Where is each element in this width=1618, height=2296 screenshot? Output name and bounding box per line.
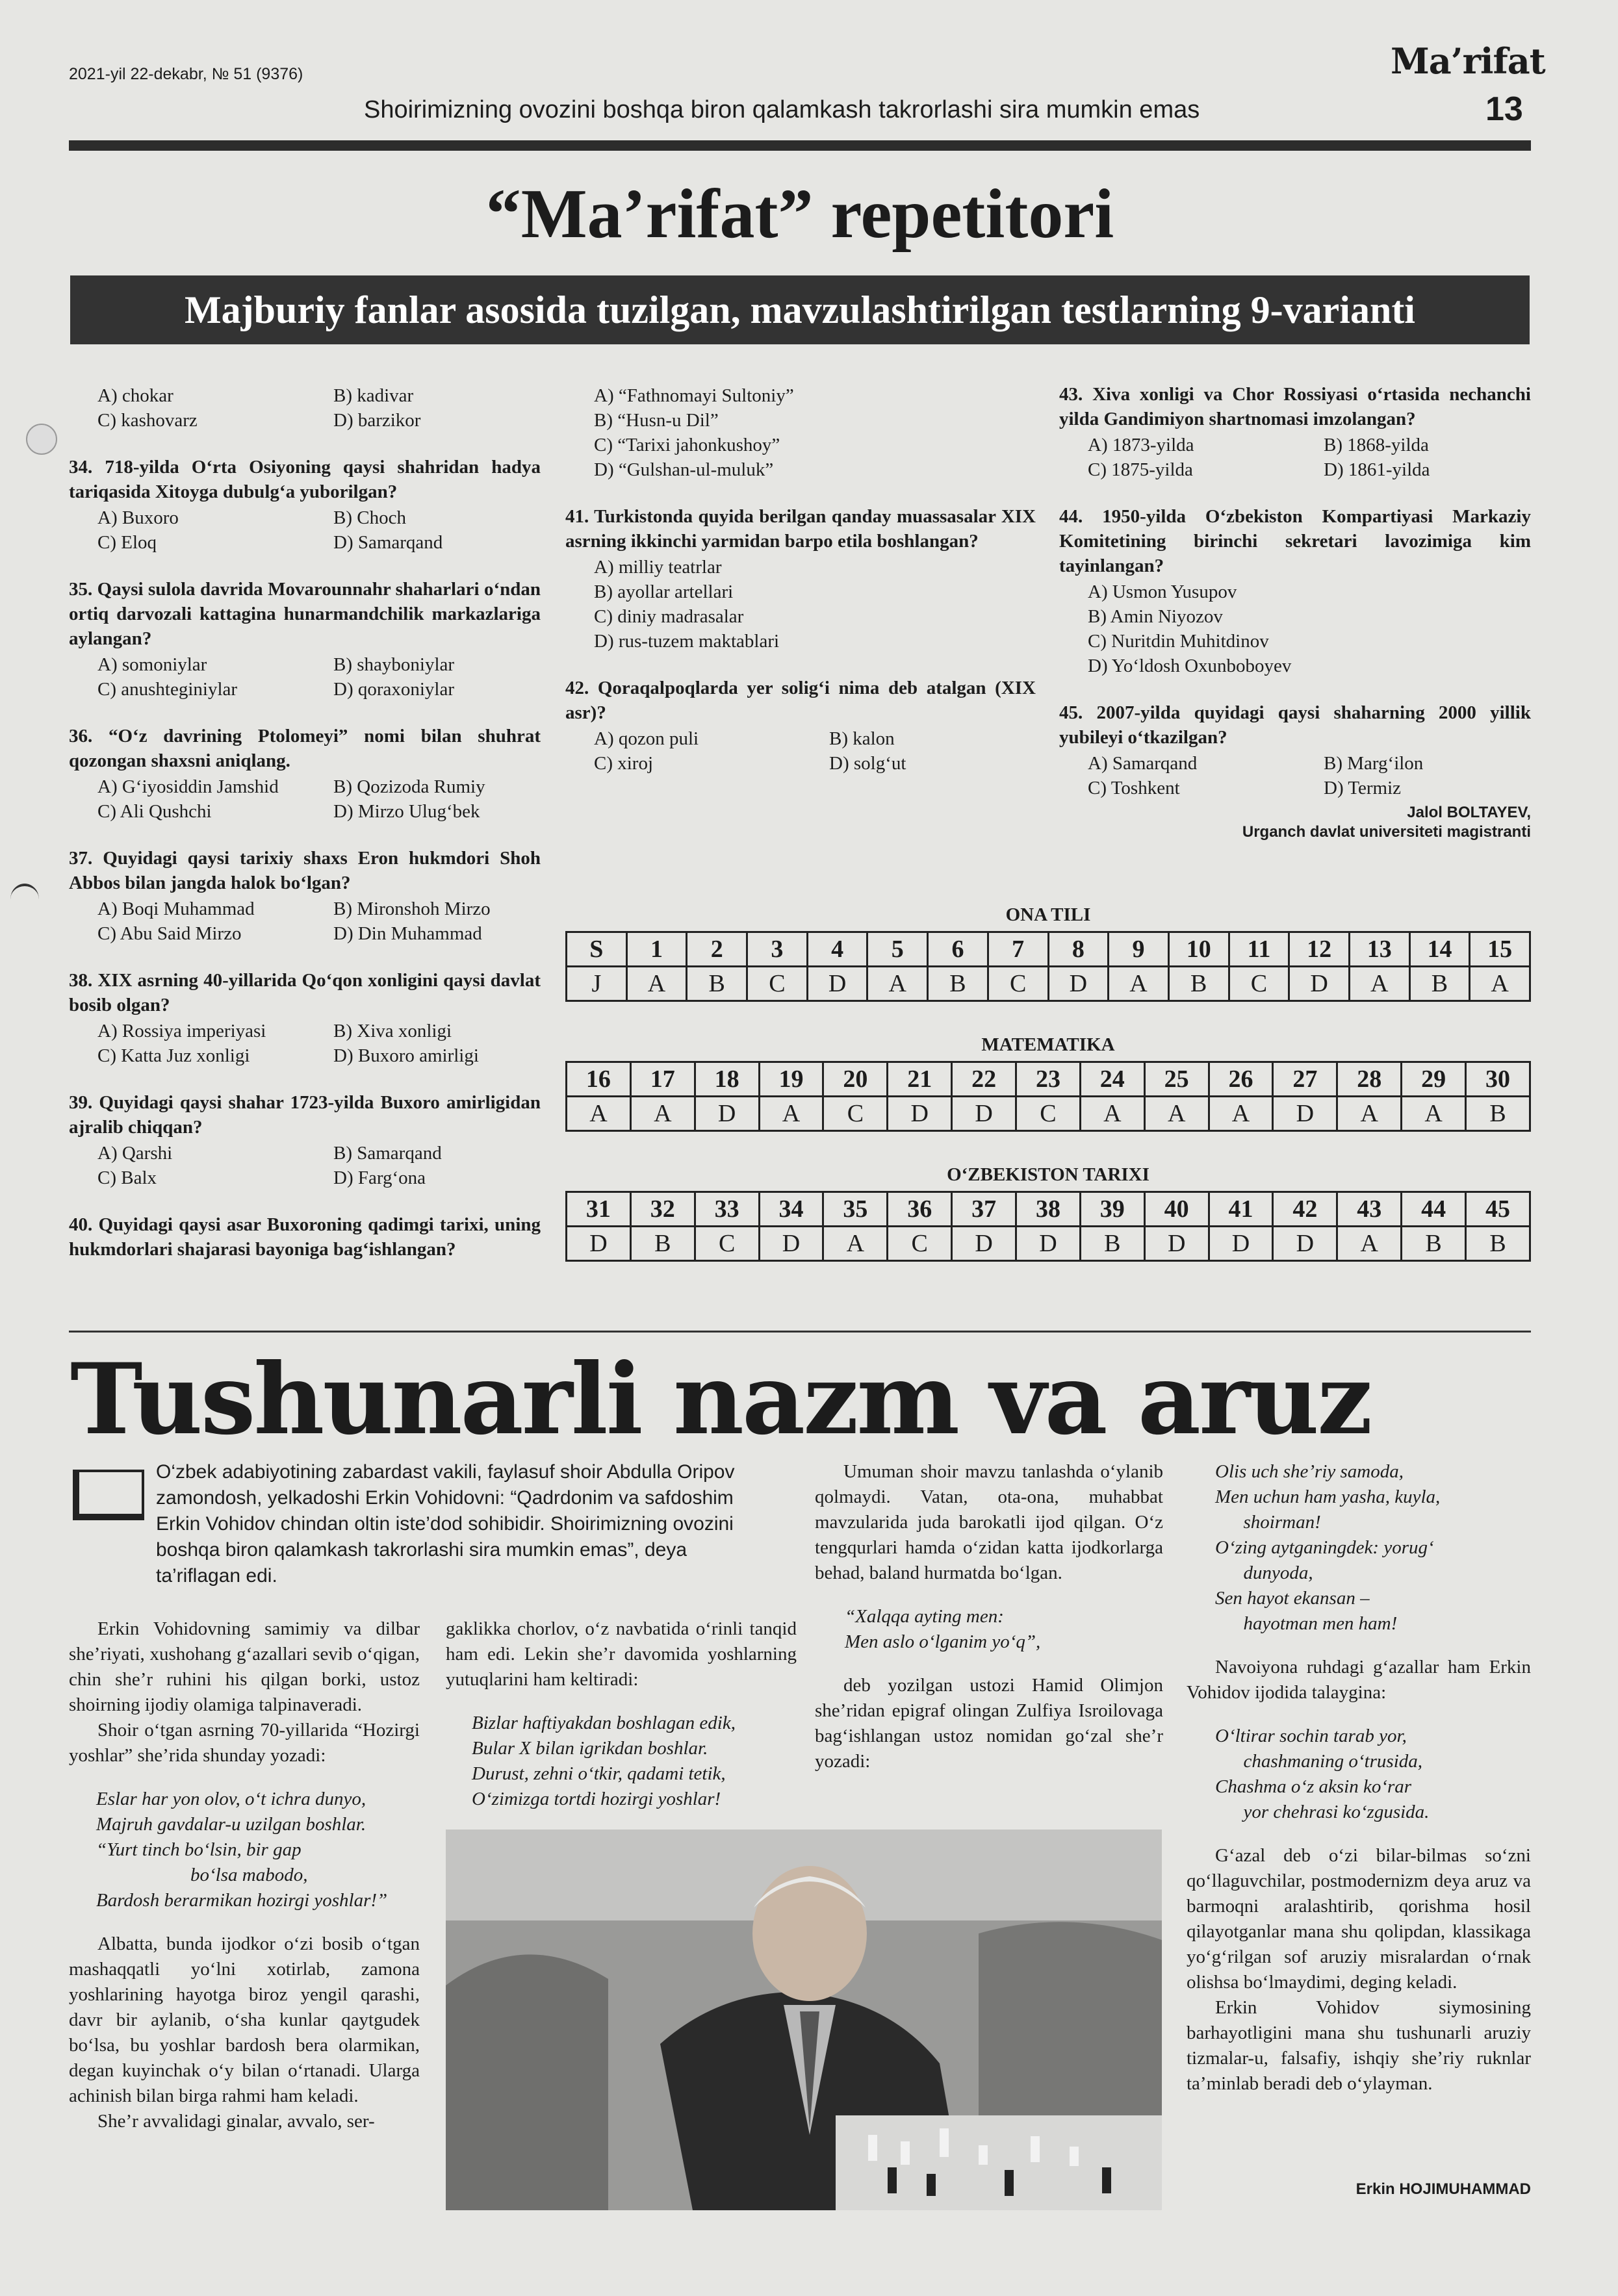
answer-number-cell: 28 xyxy=(1337,1062,1402,1097)
option: A) Usmon Yusupov xyxy=(1088,581,1237,602)
option: D) Mirzo Ulug‘bek xyxy=(333,801,480,822)
quiz-column-1 xyxy=(69,382,541,1284)
answer-table-uzbekiston-tarixi xyxy=(565,1191,1531,1262)
question-text: 42. Qoraqalpoqlarda yer solig‘i nima deb atalgan (XIX asr)? xyxy=(565,678,1036,723)
question-text: 45. 2007-yilda quyidagi qaysi shaharning 2000 yillik yubileyi o‘tkazilgan? xyxy=(1059,702,1531,748)
answer-letter-cell: A xyxy=(626,967,687,1001)
poem-line: O‘ltirar sochin tarab yor, xyxy=(1215,1726,1407,1746)
answer-letter-cell: D xyxy=(695,1097,759,1131)
question-40 xyxy=(69,1212,541,1262)
option: B) kalon xyxy=(829,728,895,749)
binder-hole-icon xyxy=(10,884,39,915)
poem-line: Bizlar haftiyakdan boshlagan edik, xyxy=(472,1713,736,1733)
answer-letter-cell: B xyxy=(1168,967,1229,1001)
answer-number-cell: 33 xyxy=(695,1192,759,1227)
question-43 xyxy=(1059,382,1531,482)
answer-table-title: MATEMATIKA xyxy=(981,1034,1115,1055)
answer-letter-cell: A xyxy=(1080,1097,1144,1131)
poem-line: chashmaning o‘trusida, xyxy=(1215,1751,1422,1772)
answer-number-cell: 19 xyxy=(759,1062,823,1097)
article-paragraph: Shoir o‘tgan asrning 70-yillarida “Hozirgi yoshlar” she’rida shunday yozadi: xyxy=(69,1720,420,1766)
answer-number-cell: 25 xyxy=(1144,1062,1209,1097)
answer-letter-cell: C xyxy=(1229,967,1289,1001)
option: A) milliy teatrlar xyxy=(594,557,722,578)
quiz-column-3 xyxy=(1059,382,1531,842)
option: A) Qarshi xyxy=(97,1143,173,1164)
binder-hole-icon xyxy=(26,424,57,455)
option: D) rus-tuzem maktablari xyxy=(594,631,780,652)
answer-number-cell: 2 xyxy=(687,932,747,967)
option: A) “Fathnomayi Sultoniy” xyxy=(594,385,794,406)
poem-line: shoirman! xyxy=(1215,1512,1321,1533)
answer-number-cell: 24 xyxy=(1080,1062,1144,1097)
options-list xyxy=(565,383,1036,482)
answer-letter-cell: A xyxy=(567,1097,631,1131)
answer-table-matematika xyxy=(565,1061,1531,1132)
answer-letter-cell: C xyxy=(1016,1097,1081,1131)
option: C) 1875-yilda xyxy=(1088,459,1193,480)
section-title: “Ma’rifat” repetitori xyxy=(485,175,1114,253)
poem-line: Men uchun ham yasha, kuyla, xyxy=(1215,1486,1441,1507)
question-41 xyxy=(565,504,1036,654)
answer-number-cell: 17 xyxy=(630,1062,695,1097)
option: C) Nuritdin Muhitdinov xyxy=(1088,631,1269,652)
poem-bizlar xyxy=(446,1711,797,1812)
answer-letter-cell: B xyxy=(1466,1097,1530,1131)
article-paragraph: Navoiyona ruhdagi g‘azallar ham Erkin Vohidov ijodida talayginа: xyxy=(1187,1657,1531,1703)
answer-letter-cell: A xyxy=(1337,1097,1402,1131)
option: C) anushteginiylar xyxy=(97,679,238,700)
answer-number-cell: 29 xyxy=(1402,1062,1466,1097)
question-text: 40. Quyidagi qaysi asar Buxoroning qadimgi tarixi, uning hukmdorlari shajarasi bayoniga bag‘ishlangan? xyxy=(69,1214,541,1260)
option: B) Mironshoh Mirzo xyxy=(333,899,491,919)
newspaper-logo: Ma’rifat xyxy=(1391,40,1545,82)
poem-line: Bardosh berarmikan hozirgi yoshlar!” xyxy=(96,1890,388,1911)
answer-number-cell: 45 xyxy=(1466,1192,1530,1227)
option: D) Farg‘ona xyxy=(333,1167,426,1188)
answer-letter-cell: D xyxy=(759,1227,823,1261)
option: C) Toshkent xyxy=(1088,778,1180,798)
section-banner xyxy=(70,275,1530,344)
poem-hozirgi-yoshlar xyxy=(69,1787,420,1913)
answer-tables xyxy=(565,904,1531,1262)
answer-number-cell: 21 xyxy=(888,1062,952,1097)
answer-letter-cell: A xyxy=(1402,1097,1466,1131)
poem-line: “Yurt tinch bo‘lsin, bir gap xyxy=(96,1839,302,1860)
option: C) Katta Juz xonligi xyxy=(97,1045,250,1066)
header-rule xyxy=(69,140,1531,151)
poem-line: Majruh gavdalar-u uzilgan boshlar. xyxy=(96,1814,366,1835)
answer-number-cell: 30 xyxy=(1466,1062,1530,1097)
answer-letter-cell: B xyxy=(687,967,747,1001)
article-column-1 xyxy=(69,1616,420,2134)
answer-number-cell: 37 xyxy=(952,1192,1016,1227)
option: B) Amin Niyozov xyxy=(1088,606,1223,627)
article-column-3 xyxy=(815,1459,1163,1774)
option: B) Marg‘ilon xyxy=(1324,753,1424,774)
answer-number-cell: 12 xyxy=(1289,932,1350,967)
answer-letter-cell: D xyxy=(1209,1227,1273,1261)
answer-letter-cell: A xyxy=(1144,1097,1209,1131)
section-banner-text: Majburiy fanlar asosida tuzilgan, mavzulashtirilgan testlarning 9-varianti xyxy=(185,288,1415,331)
question-34 xyxy=(69,455,541,555)
poem-olis xyxy=(1187,1459,1531,1637)
answer-number-cell: 11 xyxy=(1229,932,1289,967)
article-paragraph: Albatta, bunda ijodkor o‘zi bosib o‘tgan mashaqqatli yo‘lni xotirlab, zamona yoshlarining hayotga biroz yengil qarashi, davr bir aylanib, o‘sha kunlar qaytgudek bo‘lsa, bu yoshlar bardosh bera olarmikan, degan kuyinchak o‘y bilan o‘rtanadi. Ularga achinish bilan birga rahmi ham keladi. xyxy=(69,1933,420,2106)
answer-number-cell: 31 xyxy=(567,1192,631,1227)
answer-number-cell: S xyxy=(567,932,627,967)
article-title: Tushunarli nazm va aruz xyxy=(70,1342,1371,1457)
option: A) Rossiya imperiyasi xyxy=(97,1021,266,1041)
question-text: 41. Turkistonda quyida berilgan qanday muassasalar XIX asrning ikkinchi yarmidan barpo etila boshlangan? xyxy=(565,506,1036,552)
option: B) 1868-yilda xyxy=(1324,435,1429,455)
poem-line: Olis uch she’riy samoda, xyxy=(1215,1461,1404,1482)
answer-number-cell: 3 xyxy=(747,932,808,967)
answer-letter-cell: D xyxy=(807,967,867,1001)
answer-number-cell: 34 xyxy=(759,1192,823,1227)
answer-letter-cell: A xyxy=(759,1097,823,1131)
poem-line: Men aslo o‘lganim yo‘q”, xyxy=(845,1631,1041,1652)
option: D) Buxoro amirligi xyxy=(333,1045,479,1066)
answer-number-cell: 20 xyxy=(823,1062,888,1097)
option: A) qozon puli xyxy=(594,728,699,749)
photo-erkin-vohidov xyxy=(446,1830,1162,2210)
answer-letter-cell: A xyxy=(867,967,928,1001)
answer-letter-cell: B xyxy=(630,1227,695,1261)
lead-marker-icon xyxy=(73,1470,144,1520)
option: B) ayollar artellari xyxy=(594,581,734,602)
answer-letter-cell: D xyxy=(1048,967,1109,1001)
answer-number-cell: 16 xyxy=(567,1062,631,1097)
answer-number-cell: 15 xyxy=(1470,932,1530,967)
option: C) “Tarixi jahonkushoy” xyxy=(594,435,780,455)
photo-man-at-chessboard-icon xyxy=(446,1830,1162,2210)
answer-letter-cell: C xyxy=(747,967,808,1001)
article-paragraph: Erkin Vohidovning samimiy va dilbar she’riyati, xushohang g‘azallari sevib o‘qigan, chin she’r ruhini his qilgan borki, ustoz shoirning ijodiy olamiga talpinaveradi. xyxy=(69,1618,420,1715)
answer-number-cell: 18 xyxy=(695,1062,759,1097)
article-paragraph: She’r avvalidagi ginalar, avvalo, ser- xyxy=(97,2111,375,2132)
article-paragraph: Erkin Vohidov siymosining barhayotligini mana shu tushunarli aruziy tizmalar-u, falsafiy, ishqiy she’riy ruknlar ta’minlab beradi deb o‘ylayman. xyxy=(1187,1997,1531,2094)
answer-number-cell: 35 xyxy=(823,1192,888,1227)
article-paragraph: deb yozilgan ustozi Hamid Olimjon she’ridan epigraf olingan Zulfiya Isroilovaga bag‘ishlangan ustoz nomidan go‘zal she’r yozadi: xyxy=(815,1675,1163,1772)
article-column-2 xyxy=(446,1616,797,1830)
option: D) Yo‘ldosh Oxunboboyev xyxy=(1088,656,1292,676)
poem-line: Chashma o‘z aksin ko‘rar xyxy=(1215,1776,1412,1797)
poem-oltirar xyxy=(1187,1724,1531,1825)
answer-number-cell: 41 xyxy=(1209,1192,1273,1227)
answer-letter-cell: B xyxy=(1080,1227,1144,1261)
option: B) Samarqand xyxy=(333,1143,442,1164)
option: D) Termiz xyxy=(1324,778,1402,798)
option: C) Eloq xyxy=(97,532,157,553)
answer-number-cell: 14 xyxy=(1409,932,1470,967)
question-39 xyxy=(69,1090,541,1190)
answer-letter-cell: D xyxy=(1144,1227,1209,1261)
quiz-column-2 xyxy=(565,382,1036,798)
answer-letter-cell: A xyxy=(630,1097,695,1131)
option: D) solg‘ut xyxy=(829,753,906,774)
poem-line: dunyoda, xyxy=(1215,1563,1313,1583)
option: C) kashovarz xyxy=(97,410,198,431)
answer-letter-cell: A xyxy=(1349,967,1409,1001)
poem-line: O‘zing aytganingdek: yorug‘ xyxy=(1215,1537,1434,1558)
option: D) “Gulshan-ul-muluk” xyxy=(594,459,774,480)
article-column-4 xyxy=(1187,1459,1531,2097)
option: A) G‘iyosiddin Jamshid xyxy=(97,776,279,797)
poem-line: O‘zimizga tortdi hozirgi yoshlar! xyxy=(472,1789,721,1809)
answer-letter-cell: C xyxy=(988,967,1048,1001)
question-text: 37. Quyidagi qaysi tarixiy shaxs Eron hukmdori Shoh Abbos bilan jangda halok bo‘lgan? xyxy=(69,848,541,893)
answer-letter-cell: B xyxy=(1402,1227,1466,1261)
answer-number-cell: 23 xyxy=(1016,1062,1081,1097)
answer-letter-cell: D xyxy=(952,1097,1016,1131)
article-paragraph: gaklikka chorlov, o‘z navbatida o‘rinli tanqid ham edi. Lekin she’r davomida yoshlarning yutuqlarini ham keltiradi: xyxy=(446,1618,797,1690)
answer-number-cell: 7 xyxy=(988,932,1048,967)
answer-number-cell: 4 xyxy=(807,932,867,967)
answer-number-cell: 13 xyxy=(1349,932,1409,967)
option: A) 1873-yilda xyxy=(1088,435,1194,455)
options-list xyxy=(69,383,541,433)
option: B) Choch xyxy=(333,507,406,528)
answer-letter-cell: C xyxy=(695,1227,759,1261)
answer-number-cell: 36 xyxy=(888,1192,952,1227)
answer-table-title: O‘ZBEKISTON TARIXI xyxy=(947,1164,1149,1185)
page-number: 13 xyxy=(1485,90,1523,128)
option: A) chokar xyxy=(97,385,173,406)
question-text: 44. 1950-yilda O‘zbekiston Kompartiyasi Markaziy Komitetining birinchi sekretari lavozimiga kim tayinlangan? xyxy=(1059,506,1531,576)
option: C) Ali Qushchi xyxy=(97,801,212,822)
answer-letter-cell: D xyxy=(888,1097,952,1131)
answer-number-cell: 42 xyxy=(1273,1192,1337,1227)
answer-number-cell: 26 xyxy=(1209,1062,1273,1097)
answer-letter-cell: D xyxy=(1016,1227,1081,1261)
answer-letter-cell: D xyxy=(1289,967,1350,1001)
question-45 xyxy=(1059,700,1531,800)
article-author: Erkin HOJIMUHAMMAD xyxy=(1355,2180,1531,2198)
poem-xalqqa xyxy=(815,1604,1163,1655)
question-37 xyxy=(69,846,541,946)
option: D) barzikor xyxy=(333,410,421,431)
option: B) “Husn-u Dil” xyxy=(594,410,719,431)
question-text: 35. Qaysi sulola davrida Movarounnahr shaharlari o‘ndan ortiq darvozali kattagina hunarmandchilik markazlariga aylangan? xyxy=(69,579,541,649)
answer-number-cell: 40 xyxy=(1144,1192,1209,1227)
poem-line: Eslar har yon olov, o‘t ichra dunyo, xyxy=(96,1789,366,1809)
option: D) Samarqand xyxy=(333,532,443,553)
answer-letter-cell: D xyxy=(1273,1097,1337,1131)
answer-number-cell: 9 xyxy=(1109,932,1169,967)
answer-number-cell: 44 xyxy=(1402,1192,1466,1227)
poem-line: Bular X bilan igrikdan boshlar. xyxy=(472,1738,708,1759)
quiz-author-name: Jalol BOLTAYEV, xyxy=(1407,804,1531,821)
answer-number-cell: 32 xyxy=(630,1192,695,1227)
question-text: 34. 718-yilda O‘rta Osiyoning qaysi shahridan hadya tariqasida Xitoyga dubulg‘a yuborilgan? xyxy=(69,457,541,502)
answer-letter-cell: A xyxy=(1209,1097,1273,1131)
question-38 xyxy=(69,968,541,1068)
answer-letter-cell: D xyxy=(1273,1227,1337,1261)
question-35 xyxy=(69,577,541,702)
poem-line: Durust, zehni o‘tkir, qadami tetik, xyxy=(472,1763,726,1784)
option: A) somoniylar xyxy=(97,654,207,675)
answer-letter-cell: A xyxy=(1337,1227,1402,1261)
answer-number-cell: 39 xyxy=(1080,1192,1144,1227)
option: C) xiroj xyxy=(594,753,654,774)
option: C) diniy madrasalar xyxy=(594,606,744,627)
question-text: 43. Xiva xonligi va Chor Rossiyasi o‘rtasida nechanchi yilda Gandimiyon shartnomasi imzolangan? xyxy=(1059,384,1531,429)
question-text: 38. XIX asrning 40-yillarida Qo‘qon xonligini qaysi davlat bosib olgan? xyxy=(69,970,541,1015)
answer-letter-cell: C xyxy=(888,1227,952,1261)
option: B) Qozizoda Rumiy xyxy=(333,776,485,797)
answer-letter-cell: B xyxy=(1466,1227,1530,1261)
poem-line: yor chehrasi ko‘zgusida. xyxy=(1215,1802,1430,1822)
article-paragraph: G‘azal deb o‘zi bilar-bilmas so‘zni qo‘llaguvchilar, postmodernizm deya aruz va barmoqni aralashtirib, qorishma hosil qilayotganlar mana shu qolipdan, klassikaga yo‘g‘rilgan sof aruziy misralardan o‘rnak olishsa bo‘lmaydimi, deging keladi. xyxy=(1187,1845,1531,1993)
answer-letter-cell: B xyxy=(928,967,988,1001)
option: C) Balx xyxy=(97,1167,157,1188)
article-lead: O‘zbek adabiyotining zabardast vakili, faylasuf shoir Abdulla Oripov zamondosh, yelkadoshi Erkin Vohidovni: “Qadrdonim va safdoshim Erkin Vohidov chindan oltin iste’dod sohibidir. Shoirimizning ovozini boshqa biron qalamkash takrorlashi sira mumkin emas”, deya ta’riflagan edi. xyxy=(156,1461,735,1587)
answer-number-cell: 38 xyxy=(1016,1192,1081,1227)
answer-letter-cell: B xyxy=(1409,967,1470,1001)
answer-number-cell: 10 xyxy=(1168,932,1229,967)
question-text: 36. “O‘z davrining Ptolomeyi” nomi bilan shuhrat qozongan shaxsni aniqlang. xyxy=(69,726,541,771)
answer-number-cell: 27 xyxy=(1273,1062,1337,1097)
poem-line: hayotman men ham! xyxy=(1215,1613,1398,1634)
date-issue: 2021-yil 22-dekabr, № 51 (9376) xyxy=(69,65,303,83)
option: C) Abu Said Mirzo xyxy=(97,923,242,944)
answer-letter-cell: D xyxy=(567,1227,631,1261)
option: D) Din Muhammad xyxy=(333,923,482,944)
answer-number-cell: 6 xyxy=(928,932,988,967)
answer-letter-cell: J xyxy=(567,967,627,1001)
article-paragraph: Umuman shoir mavzu tanlashda o‘ylanib qolmaydi. Vatan, ota-ona, muhabbat mavzularida juda barokatli ijod qilgan. O‘z tengqurlari hamda o‘zidan katta ijodkorlarga behad, baland hurmatda bo‘lgan. xyxy=(815,1461,1163,1583)
option: B) Xiva xonligi xyxy=(333,1021,452,1041)
answer-table-ona-tili xyxy=(565,931,1531,1002)
poem-line: Sen hayot ekansan – xyxy=(1215,1588,1370,1609)
header-tagline: Shoirimizning ovozini boshqa biron qalamkash takrorlashi sira mumkin emas xyxy=(364,96,1200,123)
answer-letter-cell: A xyxy=(823,1227,888,1261)
answer-letter-cell: A xyxy=(1470,967,1530,1001)
option: B) shayboniylar xyxy=(333,654,455,675)
question-text: 39. Quyidagi qaysi shahar 1723-yilda Buxoro amirligidan ajralib chiqqan? xyxy=(69,1092,541,1138)
option: B) kadivar xyxy=(333,385,414,406)
option: A) Boqi Muhammad xyxy=(97,899,255,919)
option: A) Buxoro xyxy=(97,507,179,528)
answer-letter-cell: D xyxy=(952,1227,1016,1261)
question-44 xyxy=(1059,504,1531,678)
quiz-author-title: Urganch davlat universiteti magistranti xyxy=(1242,823,1531,841)
poem-line: bo‘lsa mabodo, xyxy=(96,1865,308,1885)
answer-letter-cell: A xyxy=(1109,967,1169,1001)
option: A) Samarqand xyxy=(1088,753,1198,774)
answer-number-cell: 8 xyxy=(1048,932,1109,967)
option: D) 1861-yilda xyxy=(1324,459,1430,480)
answer-number-cell: 1 xyxy=(626,932,687,967)
section-divider xyxy=(69,1331,1531,1333)
answer-letter-cell: C xyxy=(823,1097,888,1131)
option: D) qoraxoniylar xyxy=(333,679,455,700)
answer-table-title: ONA TILI xyxy=(1005,904,1091,925)
question-36 xyxy=(69,724,541,824)
answer-number-cell: 22 xyxy=(952,1062,1016,1097)
answer-number-cell: 43 xyxy=(1337,1192,1402,1227)
answer-number-cell: 5 xyxy=(867,932,928,967)
poem-line: “Xalqqa ayting men: xyxy=(845,1606,1004,1627)
question-42 xyxy=(565,676,1036,776)
